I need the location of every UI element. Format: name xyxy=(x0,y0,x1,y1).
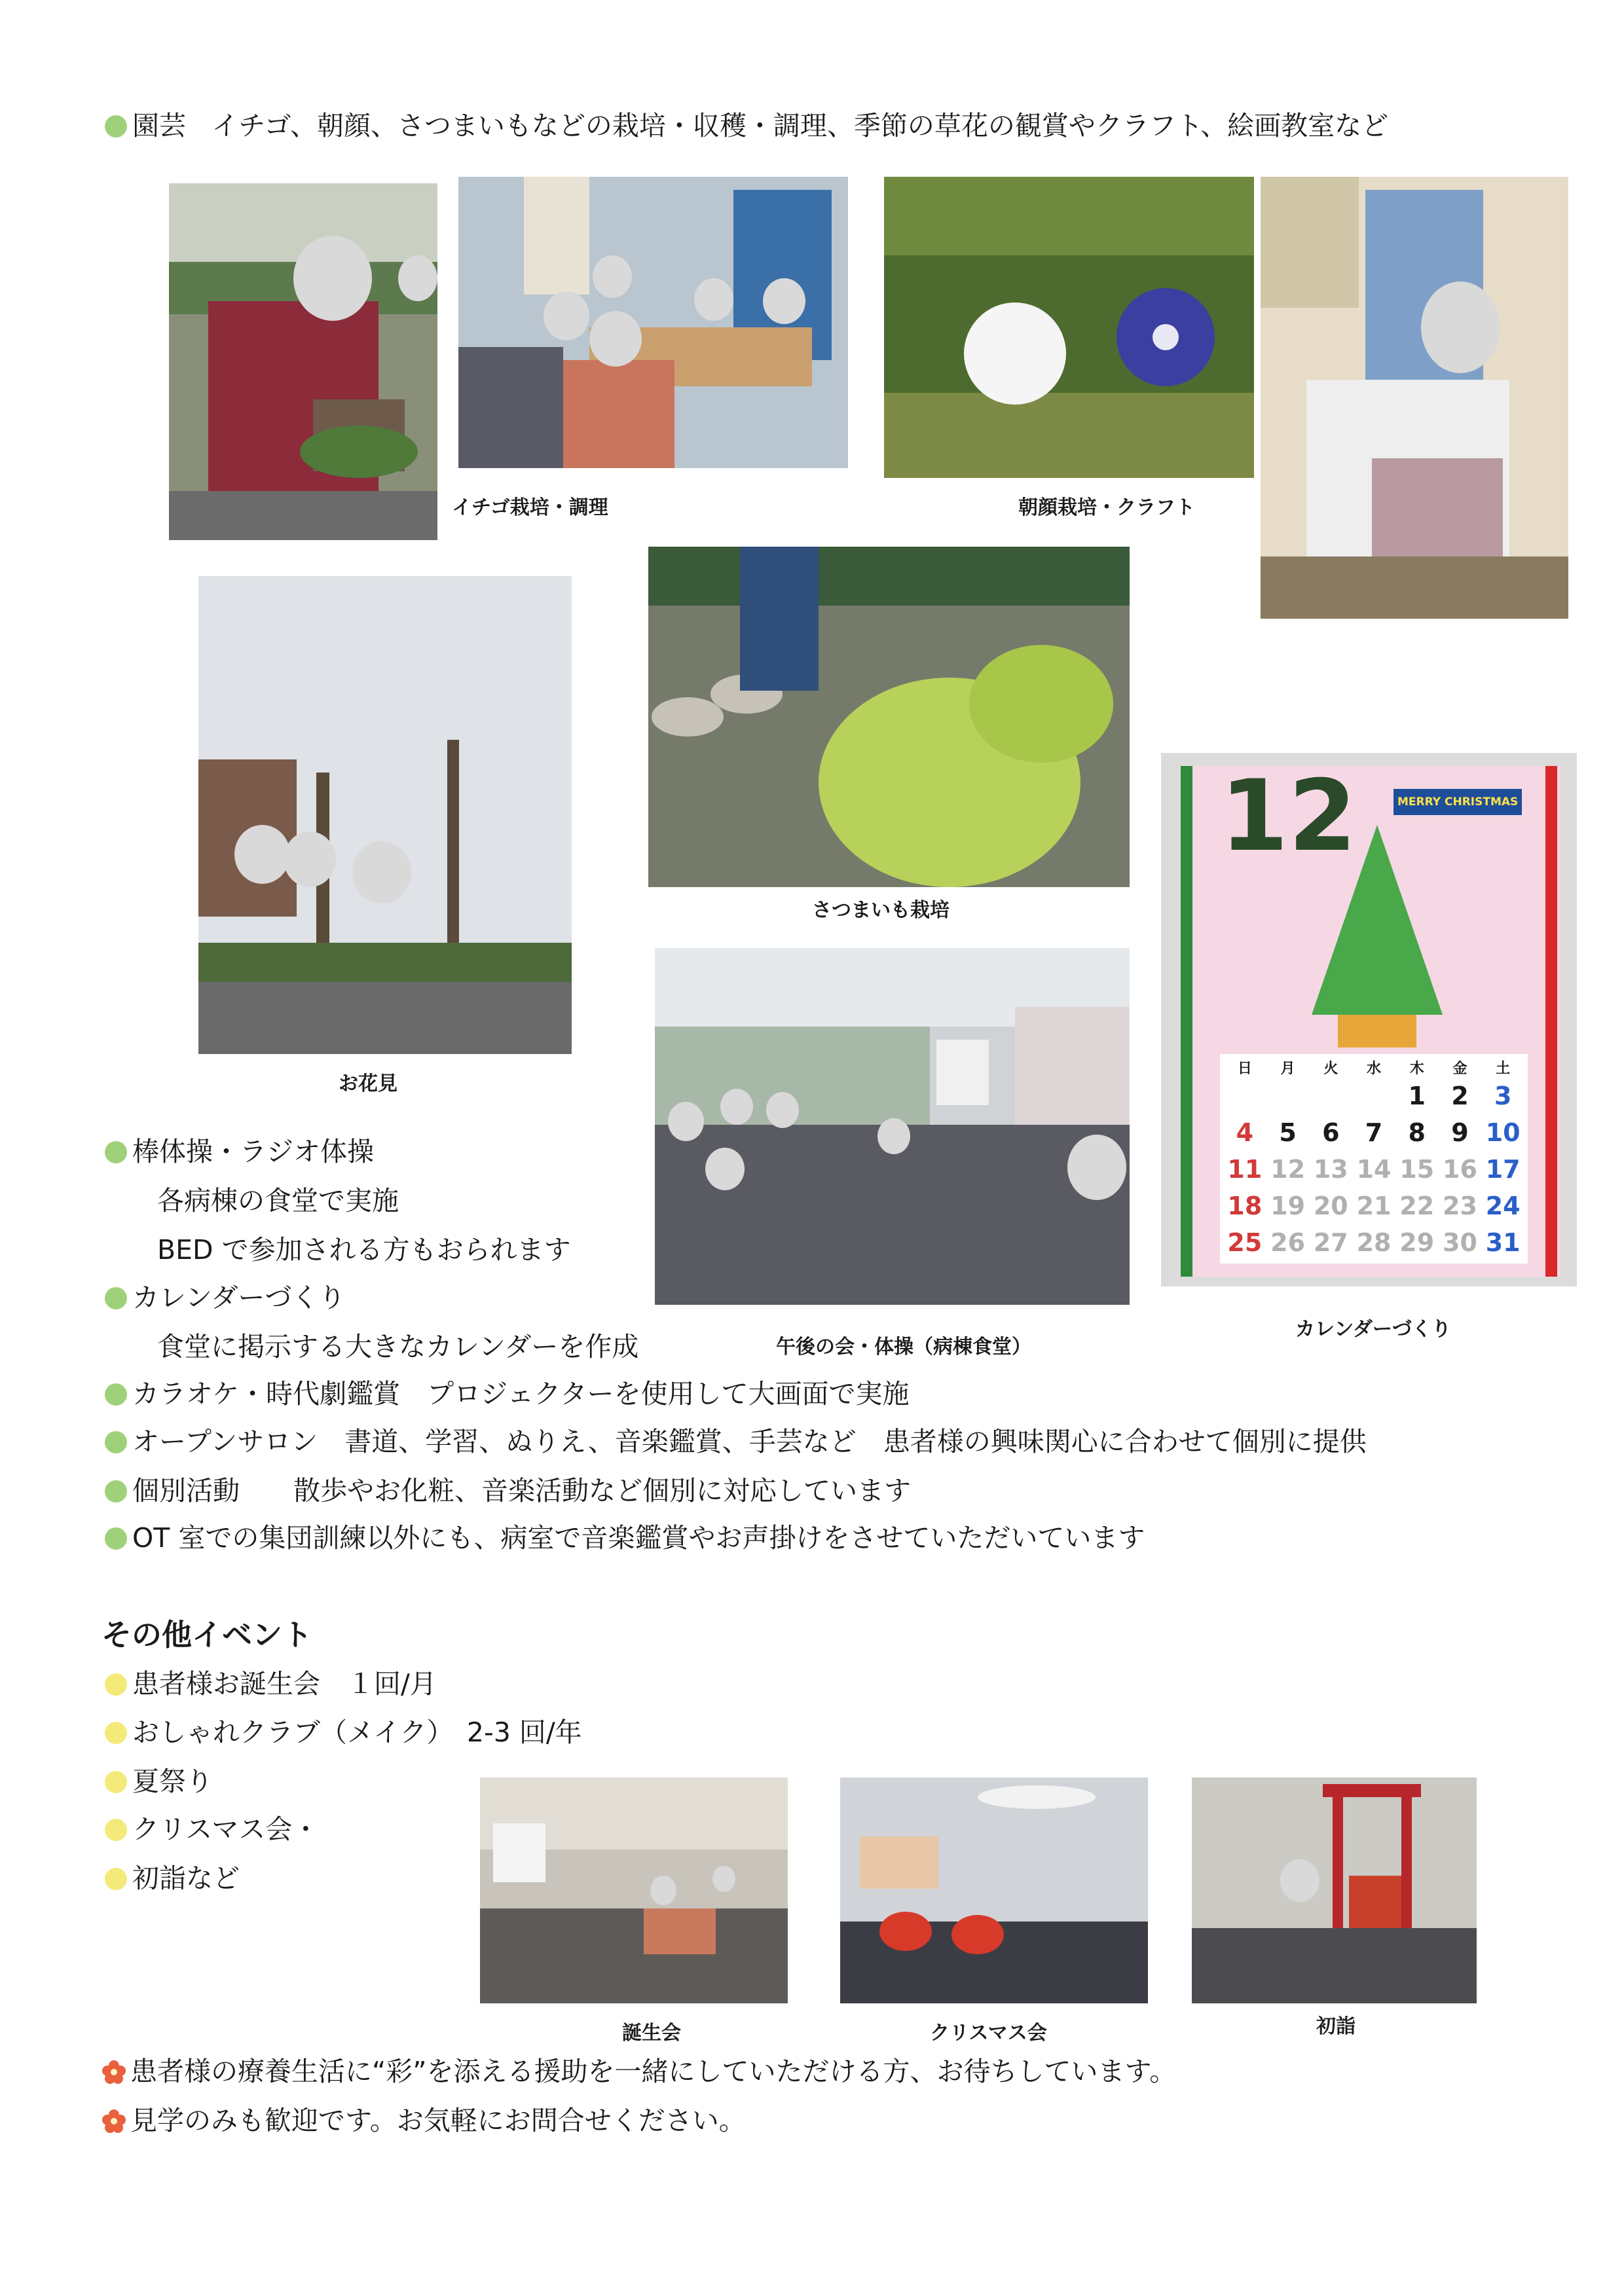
activity-text: 個別活動 散歩やお化粧、音楽活動など個別に対応しています xyxy=(132,1475,911,1506)
calendar-day: 6 xyxy=(1322,1118,1340,1147)
activity-text: OT 室での集団訓練以外にも、病室で音楽鑑賞やお声掛けをさせていただいています xyxy=(132,1522,1145,1554)
caption-christmas: クリスマス会 xyxy=(930,2022,1047,2045)
blurred-face xyxy=(694,278,733,321)
activity-text: オープンサロン 書道、学習、ぬりえ、音楽鑑賞、手芸など 患者様の興味関心に合わせて個別に提供 xyxy=(132,1426,1367,1457)
photo-hatsumode xyxy=(1192,1777,1477,2003)
calendar-day xyxy=(1352,1078,1395,1114)
calendar-weekday: 火 xyxy=(1323,1061,1338,1077)
event-item xyxy=(105,1813,319,1846)
caption-morning-glory: 朝顔栽培・クラフト xyxy=(1018,496,1195,519)
calendar-day: 2 xyxy=(1451,1082,1469,1110)
calendar-day: 17 xyxy=(1485,1155,1521,1184)
calendar-weekday: 土 xyxy=(1496,1061,1511,1077)
blurred-face xyxy=(284,831,336,887)
blurred-face xyxy=(720,1089,753,1125)
calendar-day: 14 xyxy=(1356,1155,1392,1184)
events-heading: その他イベント xyxy=(101,1617,312,1652)
event-item xyxy=(105,1766,213,1798)
calendar-day: 8 xyxy=(1408,1118,1426,1147)
calendar-day: 15 xyxy=(1399,1155,1435,1184)
activity-ot-room xyxy=(105,1522,1145,1554)
event-item xyxy=(105,1717,582,1749)
calendar-day: 24 xyxy=(1485,1192,1521,1220)
calendar-day: 12 xyxy=(1270,1155,1306,1184)
calendar-day: 26 xyxy=(1270,1228,1306,1257)
calendar-day: 10 xyxy=(1485,1118,1521,1147)
flower-icon xyxy=(101,2109,126,2134)
caption-hatsumode: 初詣 xyxy=(1316,2015,1356,2038)
calendar-banner: MERRY CHRISTMAS xyxy=(1393,789,1522,815)
caption-birthday: 誕生会 xyxy=(622,2022,681,2045)
calendar-day: 13 xyxy=(1313,1155,1348,1184)
blurred-face xyxy=(1067,1135,1126,1200)
blurred-face xyxy=(712,1866,735,1892)
activity-text: カラオケ・時代劇鑑賞 プロジェクターを使用して大画面で実施 xyxy=(132,1378,910,1410)
activity-karaoke xyxy=(105,1378,910,1410)
calendar-day: 29 xyxy=(1399,1228,1435,1257)
green-bullet-icon xyxy=(105,1287,127,1309)
photo-craft xyxy=(1261,177,1568,619)
activity-individual xyxy=(105,1475,911,1507)
calendar-day: 22 xyxy=(1399,1192,1435,1220)
blurred-face xyxy=(234,825,290,884)
blurred-face xyxy=(763,278,805,324)
green-bullet-icon xyxy=(105,1431,127,1453)
calendar-weekday: 日 xyxy=(1237,1061,1252,1077)
calendar-day: 9 xyxy=(1451,1118,1469,1147)
calendar-week-row xyxy=(1223,1114,1524,1151)
photo-sweet-potato xyxy=(648,547,1130,887)
calendar-day: 21 xyxy=(1356,1192,1392,1220)
yellow-bullet-icon xyxy=(105,1868,127,1890)
blurred-face xyxy=(398,255,437,301)
activity-detail: 各病棟の食堂で実施 xyxy=(157,1185,399,1216)
yellow-bullet-icon xyxy=(105,1771,127,1793)
yellow-bullet-icon xyxy=(105,1819,127,1841)
calendar-day: 11 xyxy=(1227,1155,1263,1184)
blurred-face xyxy=(1280,1859,1320,1902)
footer-text: 見学のみも歓迎です。お気軽にお問合せください。 xyxy=(130,2105,746,2136)
calendar-day: 18 xyxy=(1227,1192,1263,1220)
caption-afternoon: 午後の会・体操（病棟食堂） xyxy=(776,1336,1031,1358)
blurred-face xyxy=(650,1876,676,1905)
blurred-face xyxy=(668,1102,704,1141)
blurred-face xyxy=(544,291,589,340)
photo-birthday xyxy=(480,1777,788,2003)
photo-morning-glory xyxy=(884,177,1254,478)
calendar-weekday: 木 xyxy=(1409,1061,1424,1077)
calendar-week-row xyxy=(1223,1188,1524,1224)
activity-detail: 食堂に掲示する大きなカレンダーを作成 xyxy=(157,1331,639,1362)
event-text: 夏祭り xyxy=(132,1766,213,1797)
event-text: クリスマス会・ xyxy=(132,1813,320,1845)
calendar-weekday: 月 xyxy=(1280,1061,1295,1077)
calendar-day: 27 xyxy=(1313,1228,1348,1257)
calendar-day: 3 xyxy=(1494,1082,1512,1110)
calendar-day: 30 xyxy=(1443,1228,1477,1257)
calendar-week-row xyxy=(1223,1224,1524,1261)
calendar-weekday: 金 xyxy=(1452,1061,1467,1077)
calendar-day: 4 xyxy=(1236,1118,1254,1147)
calendar-day: 5 xyxy=(1279,1118,1297,1147)
caption-strawberry: イチゴ栽培・調理 xyxy=(452,496,608,519)
calendar-day xyxy=(1309,1078,1352,1114)
event-text: 初詣など xyxy=(132,1863,240,1894)
calendar-week-row xyxy=(1223,1078,1524,1114)
green-bullet-icon xyxy=(105,1527,127,1550)
activity-detail: BED で参加される方もおられます xyxy=(157,1234,571,1266)
calendar-grid xyxy=(1223,1057,1524,1261)
event-text: おしゃれクラブ（メイク） 2-3 回/年 xyxy=(132,1717,582,1748)
flower-icon xyxy=(101,2060,126,2085)
horticulture-title: 園芸 xyxy=(132,110,186,141)
calendar-day: 1 xyxy=(1408,1082,1426,1110)
calendar-day: 23 xyxy=(1443,1192,1477,1220)
calendar-day: 19 xyxy=(1270,1192,1306,1220)
calendar-weekdays xyxy=(1223,1057,1524,1078)
yellow-bullet-icon xyxy=(105,1673,127,1696)
calendar-weekday: 水 xyxy=(1367,1061,1382,1077)
photo-afternoon-session xyxy=(655,948,1130,1305)
footer-recruit xyxy=(101,2056,1176,2088)
blurred-face xyxy=(293,236,372,321)
blurred-face xyxy=(352,841,411,903)
calendar-day: 16 xyxy=(1443,1155,1477,1184)
calendar-week-row xyxy=(1223,1151,1524,1188)
event-text: 患者様お誕生会 １回/月 xyxy=(132,1668,437,1700)
blurred-face xyxy=(877,1118,910,1154)
photo-strawberry-planting xyxy=(169,183,437,540)
green-bullet-icon xyxy=(105,1383,127,1406)
calendar-month: 12 xyxy=(1220,759,1357,873)
activity-stick-exercise xyxy=(105,1136,374,1168)
calendar-day xyxy=(1223,1078,1266,1114)
calendar-day: 31 xyxy=(1485,1228,1521,1257)
blurred-face xyxy=(589,311,642,367)
photo-calendar-poster xyxy=(1161,753,1577,1286)
horticulture-desc: イチゴ、朝顔、さつまいもなどの栽培・収穫・調理、季節の草花の観賞やクラフト、絵画教室など xyxy=(212,110,1389,141)
calendar-day xyxy=(1266,1078,1310,1114)
caption-sweet-potato: さつまいも栽培 xyxy=(812,899,950,922)
section-horticulture xyxy=(105,110,1388,142)
calendar-day: 20 xyxy=(1313,1192,1348,1220)
footer-text: 患者様の療養生活に“彩”を添える援助を一緒にしていただける方、お待ちしています。 xyxy=(130,2056,1177,2087)
green-bullet-icon xyxy=(105,1480,127,1503)
yellow-bullet-icon xyxy=(105,1722,127,1744)
blurred-face xyxy=(705,1148,745,1190)
event-item xyxy=(105,1668,437,1700)
green-bullet-icon xyxy=(105,115,127,137)
blurred-face xyxy=(593,255,632,298)
photo-strawberry-cooking xyxy=(458,177,848,468)
green-bullet-icon xyxy=(105,1141,127,1163)
activity-calendar-making xyxy=(105,1282,345,1314)
event-item xyxy=(105,1863,240,1895)
photo-christmas xyxy=(840,1777,1148,2003)
blurred-face xyxy=(766,1092,799,1128)
blurred-face xyxy=(1421,282,1500,373)
calendar-day: 25 xyxy=(1227,1228,1263,1257)
caption-hanami: お花見 xyxy=(339,1072,397,1095)
activity-text: 棒体操・ラジオ体操 xyxy=(132,1136,374,1167)
caption-calendar: カレンダーづくり xyxy=(1295,1318,1452,1341)
calendar-day: 7 xyxy=(1365,1118,1383,1147)
photo-hanami xyxy=(198,576,572,1054)
activity-text: カレンダーづくり xyxy=(132,1282,346,1313)
footer-visit xyxy=(101,2105,746,2137)
activity-open-salon xyxy=(105,1426,1367,1458)
calendar-days xyxy=(1223,1078,1524,1261)
calendar-day: 28 xyxy=(1356,1228,1392,1257)
